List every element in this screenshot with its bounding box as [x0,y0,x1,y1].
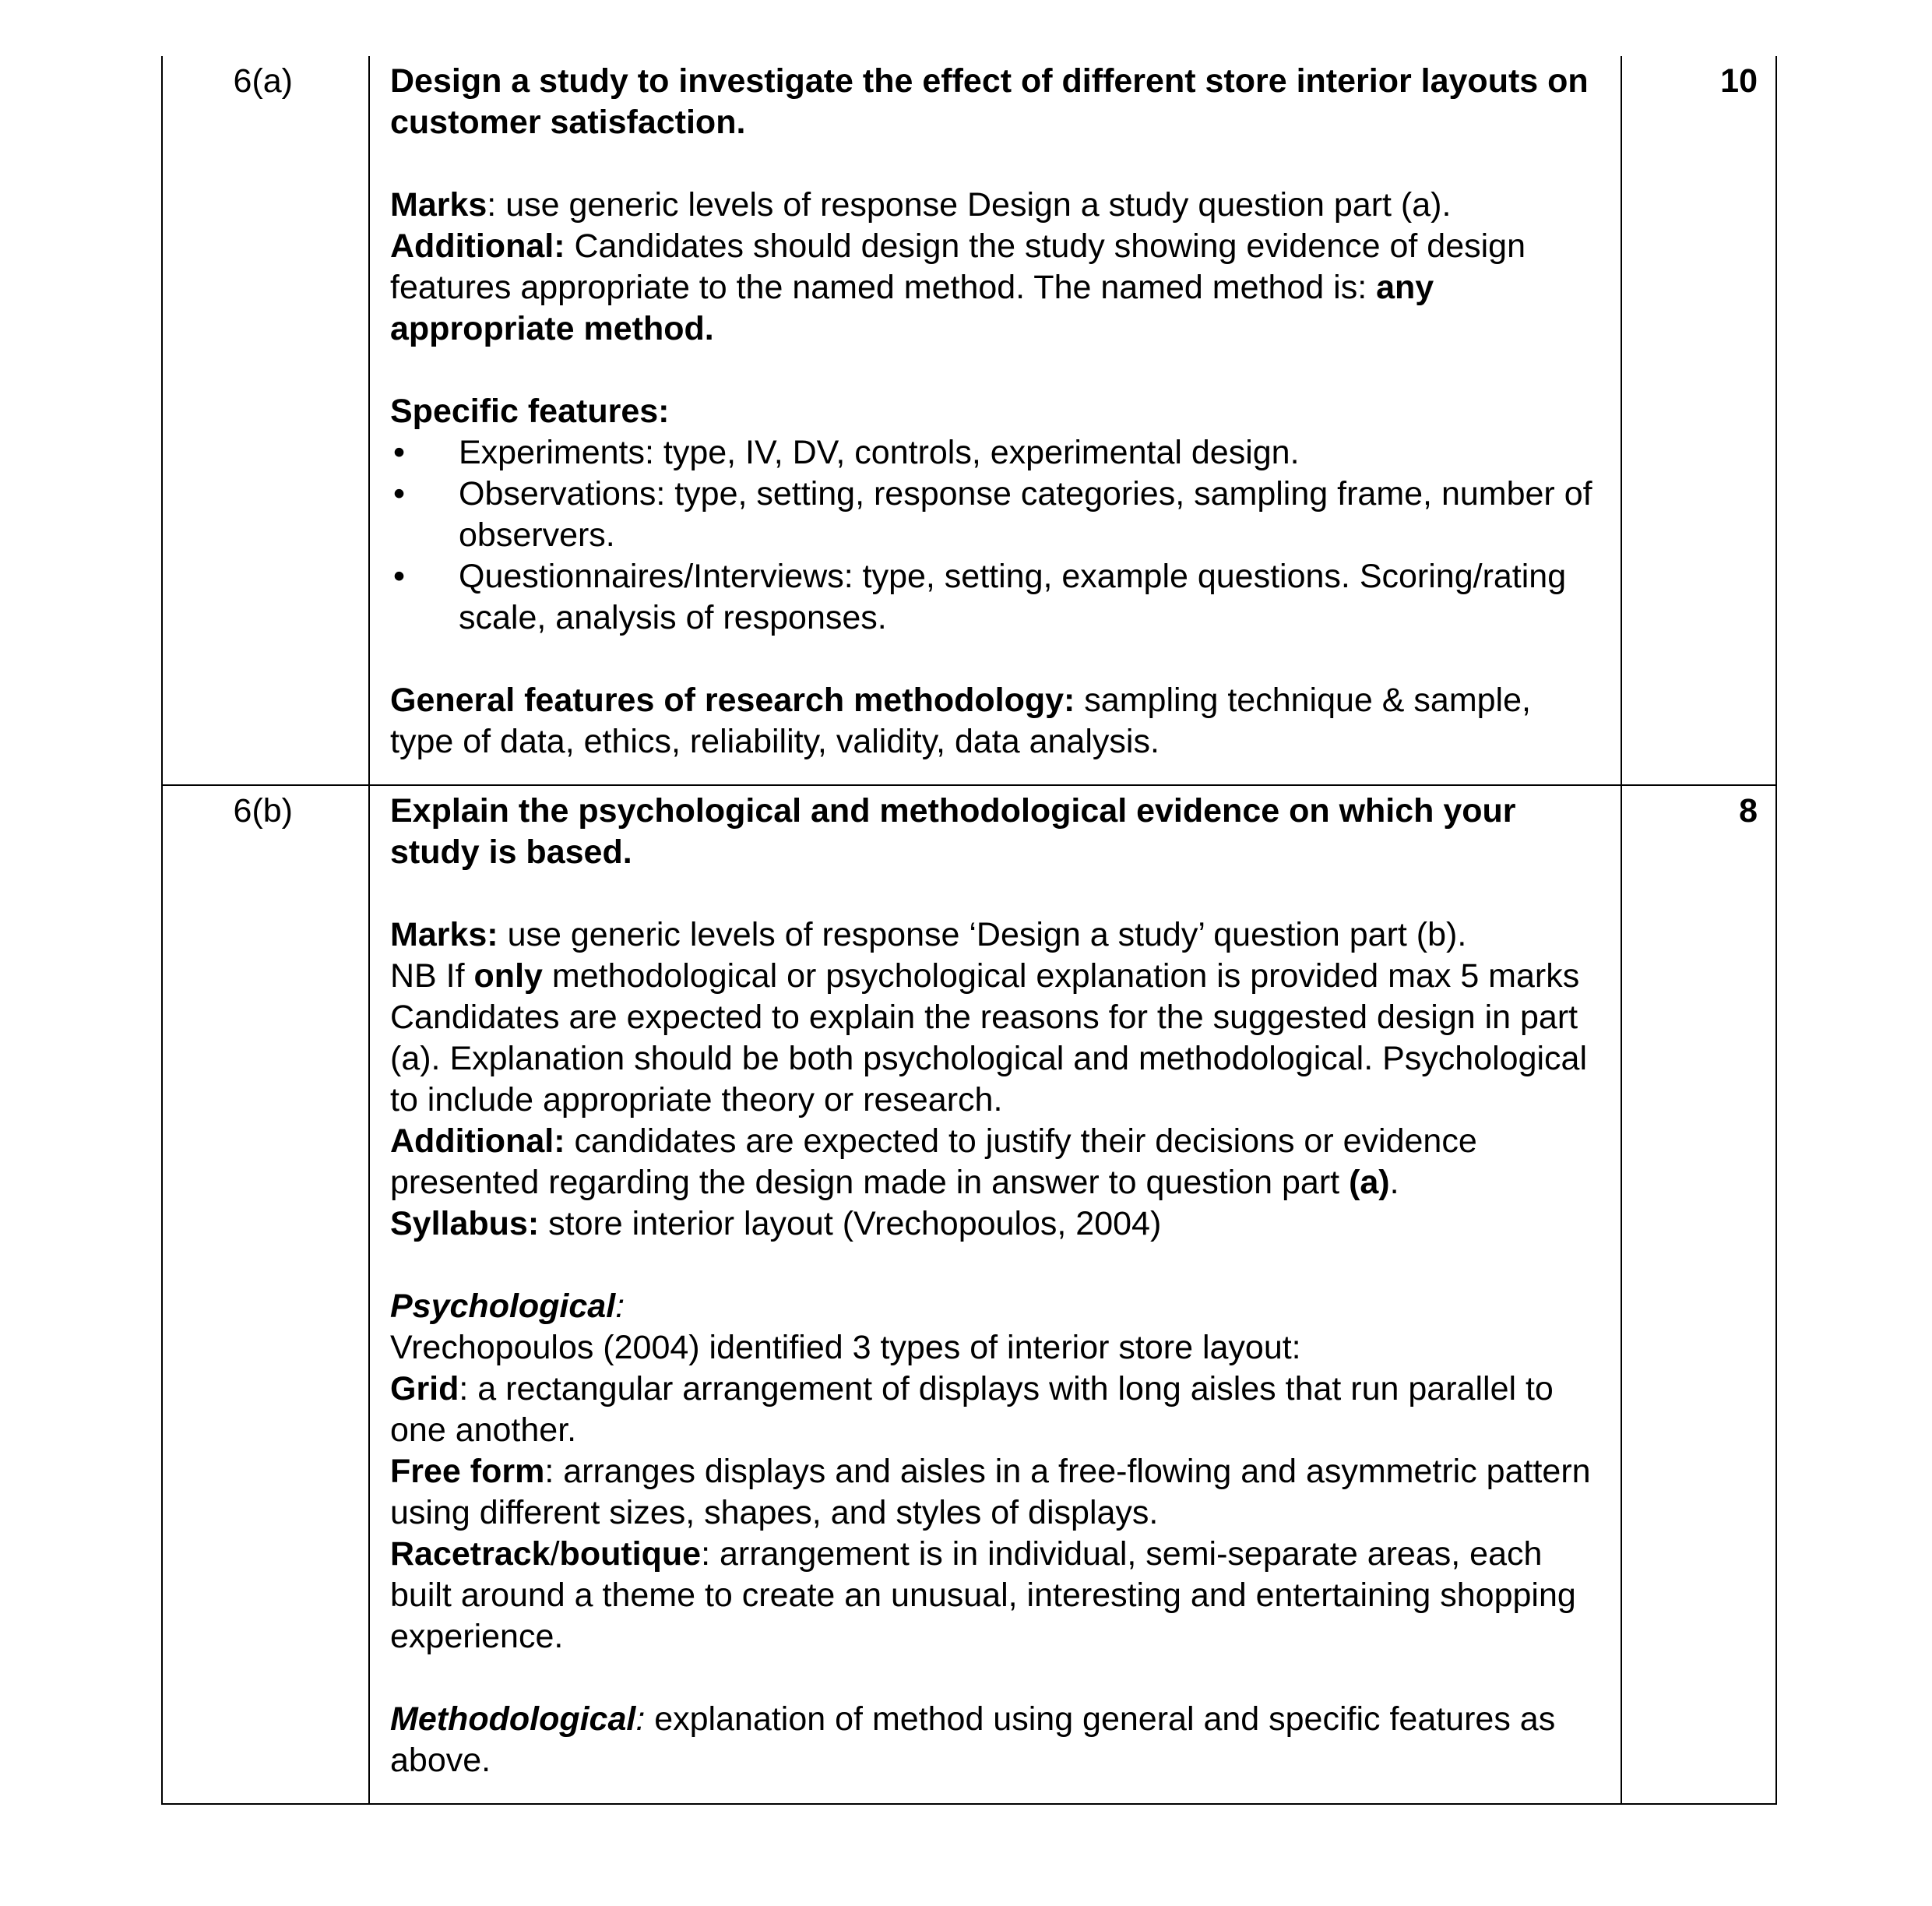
question-number: 6(b) [233,792,293,830]
methodological-note: Methodological: explanation of method using general and specific features as above. [390,1700,1556,1779]
psychological-intro: Vrechopoulos (2004) identified 3 types of interior store layout: [390,1329,1301,1366]
table-row-6b [162,785,1776,1804]
question-text: Design a study to investigate the effect of different store interior layouts on customer satisfaction. [390,62,1589,141]
mark-scheme-table [161,56,1777,1805]
psychological-heading: Psychological: [390,1288,625,1325]
marks-value: 8 [1739,792,1758,830]
marks-guidance: Marks: use generic levels of response Design a study question part (a). [390,186,1452,224]
marks-value: 10 [1720,62,1758,100]
list-item: • Questionnaires/Interviews: type, setting, example questions. Scoring/rating scale, analysis of responses. [393,558,1567,636]
question-number-cell [162,785,369,1804]
table-row-6a [162,56,1776,785]
general-features: General features of research methodology: sampling technique & sample, type of data, ethics, reliability, validity, data analysis. [390,682,1531,760]
syllabus-reference: Syllabus: store interior layout (Vrechopoulos, 2004) [390,1205,1162,1242]
marks-cell [1621,785,1776,1804]
marks-guidance: Marks: use generic levels of response ‘Design a study’ question part (b). [390,916,1467,953]
question-text: Explain the psychological and methodological evidence on which your study is based. [390,792,1516,871]
list-item: • Experiments: type, IV, DV, controls, experimental design. [393,434,1300,471]
specific-features-list [390,432,1599,639]
question-number: 6(a) [233,62,293,100]
marks-cell [1621,56,1776,785]
additional-guidance: Additional: Candidates should design the study showing evidence of design features appropriate to the named method. The named method is: any appropriate method. [390,227,1526,347]
nb-note: NB If only methodological or psychological explanation is provided max 5 marks [390,957,1580,995]
question-number-cell [162,56,369,785]
candidates-guidance: Candidates are expected to explain the reasons for the suggested design in part (a). Explanation should be both psychological and methodological. Psychological to include appropriate theory or research. [390,999,1588,1119]
layout-racetrack: Racetrack/boutique: arrangement is in individual, semi-separate areas, each built around a theme to create an unusual, interesting and entertaining shopping experience. [390,1535,1576,1655]
list-item: • Observations: type, setting, response categories, sampling frame, number of observers. [393,475,1592,554]
answer-cell [369,56,1621,785]
answer-cell [369,785,1621,1804]
additional-guidance: Additional: candidates are expected to justify their decisions or evidence presented regarding the design made in answer to question part (a). [390,1122,1477,1201]
layout-grid: Grid: a rectangular arrangement of displays with long aisles that run parallel to one another. [390,1370,1554,1449]
specific-features-heading: Specific features: [390,393,670,430]
layout-free-form: Free form: arranges displays and aisles in a free-flowing and asymmetric pattern using different sizes, shapes, and styles of displays. [390,1453,1591,1531]
